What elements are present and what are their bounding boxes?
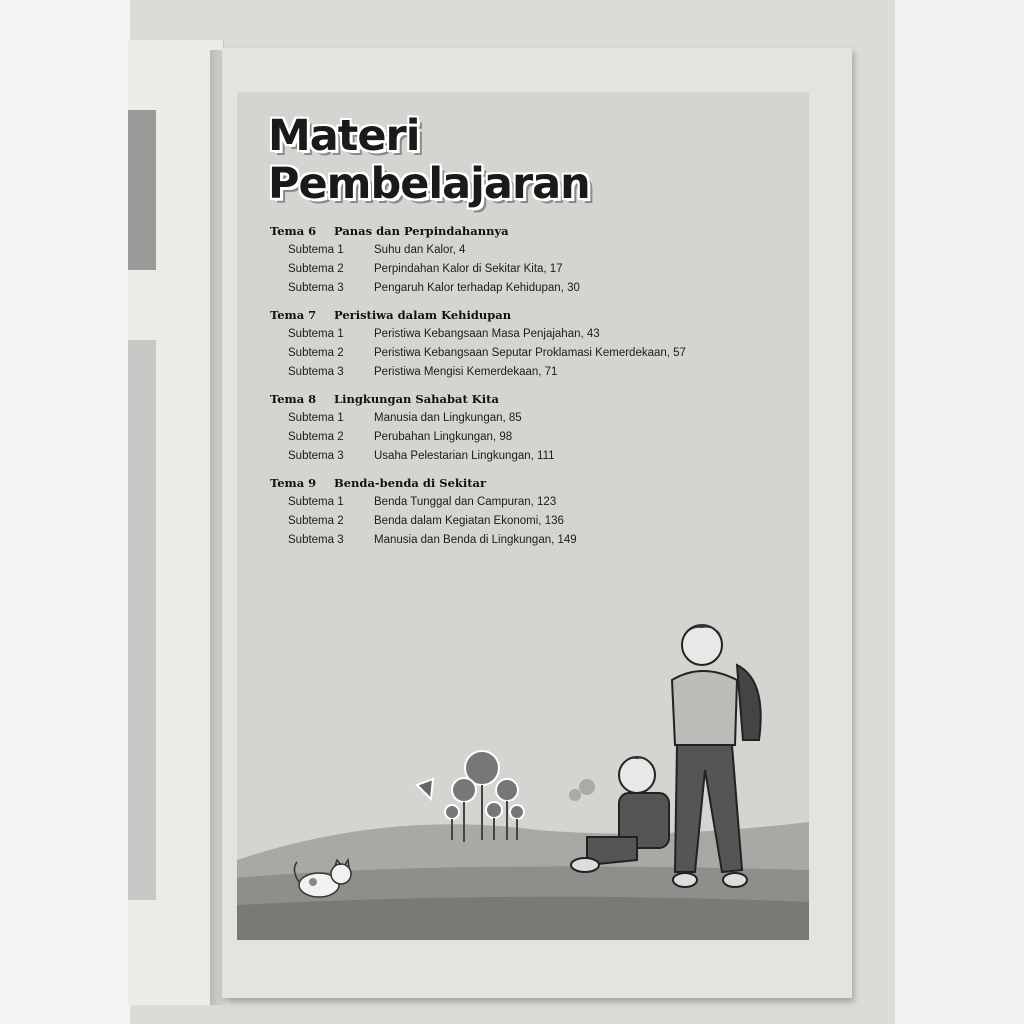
subtema-row xyxy=(270,447,770,466)
tema-block xyxy=(270,306,770,382)
tree-group xyxy=(445,751,524,819)
background-wall-right xyxy=(895,0,1024,1024)
page-title xyxy=(268,112,590,208)
subtema-row xyxy=(270,363,770,382)
illustration-scene xyxy=(237,560,809,940)
subtema-text: Suhu dan Kalor, 4 xyxy=(374,244,466,256)
subtema-label: Subtema 2 xyxy=(288,347,344,359)
tree xyxy=(452,778,476,802)
subtema-row xyxy=(270,260,770,279)
subtema-label: Subtema 1 xyxy=(288,328,344,340)
tema-title: Panas dan Perpindahannya xyxy=(334,224,509,238)
subtema-row xyxy=(270,531,770,550)
subtema-label: Subtema 2 xyxy=(288,431,344,443)
tree xyxy=(486,802,502,818)
ground-shadow xyxy=(237,897,809,940)
subtema-text: Benda Tunggal dan Campuran, 123 xyxy=(374,496,557,508)
subtema-label: Subtema 3 xyxy=(288,450,344,462)
tema-number: Tema 7 xyxy=(270,308,317,322)
subtema-text: Benda dalam Kegiatan Ekonomi, 136 xyxy=(374,515,564,527)
left-page-image-fragment-lower xyxy=(128,340,156,900)
subtema-label: Subtema 1 xyxy=(288,412,344,424)
title-line-2: Pembelajaran xyxy=(268,159,590,209)
left-page-image-fragment xyxy=(128,110,156,270)
tema-number: Tema 8 xyxy=(270,392,317,406)
tema-heading xyxy=(270,390,770,409)
tree xyxy=(496,779,518,801)
leaf-icon xyxy=(417,779,433,799)
subtema-label: Subtema 3 xyxy=(288,366,344,378)
background-wall-left xyxy=(0,0,130,1024)
title-line-1: Materi xyxy=(268,111,420,161)
subtema-text: Perubahan Lingkungan, 98 xyxy=(374,431,513,443)
tema-number: Tema 9 xyxy=(270,476,317,490)
subtema-label: Subtema 3 xyxy=(288,534,344,546)
subtema-label: Subtema 2 xyxy=(288,515,344,527)
subtema-row xyxy=(270,241,770,260)
subtema-row xyxy=(270,409,770,428)
subtema-text: Peristiwa Mengisi Kemerdekaan, 71 xyxy=(374,366,558,378)
table-of-contents xyxy=(270,222,770,550)
subtema-row xyxy=(270,325,770,344)
tema-number: Tema 6 xyxy=(270,224,317,238)
subtema-label: Subtema 1 xyxy=(288,244,344,256)
tema-block xyxy=(270,222,770,298)
tema-block xyxy=(270,390,770,466)
subtema-text: Manusia dan Lingkungan, 85 xyxy=(374,412,522,424)
subtema-row xyxy=(270,493,770,512)
tema-title: Lingkungan Sahabat Kita xyxy=(334,392,499,406)
tema-heading xyxy=(270,306,770,325)
subtema-text: Manusia dan Benda di Lingkungan, 149 xyxy=(374,534,577,546)
subtema-text: Usaha Pelestarian Lingkungan, 111 xyxy=(374,450,555,462)
tema-block xyxy=(270,474,770,550)
tree xyxy=(445,805,459,819)
tema-heading xyxy=(270,474,770,493)
subtema-label: Subtema 1 xyxy=(288,496,344,508)
subtema-label: Subtema 2 xyxy=(288,263,344,275)
subtema-row xyxy=(270,344,770,363)
tema-title: Benda-benda di Sekitar xyxy=(334,476,487,490)
subtema-row xyxy=(270,428,770,447)
subtema-label: Subtema 3 xyxy=(288,282,344,294)
subtema-text: Peristiwa Kebangsaan Seputar Proklamasi Kemerdekaan, 57 xyxy=(374,347,686,359)
tree xyxy=(510,805,524,819)
subtema-row xyxy=(270,279,770,298)
subtema-text: Perpindahan Kalor di Sekitar Kita, 17 xyxy=(374,263,563,275)
subtema-text: Pengaruh Kalor terhadap Kehidupan, 30 xyxy=(374,282,580,294)
tema-title: Peristiwa dalam Kehidupan xyxy=(334,308,512,322)
subtema-text: Peristiwa Kebangsaan Masa Penjajahan, 43 xyxy=(374,328,600,340)
subtema-row xyxy=(270,512,770,531)
tema-heading xyxy=(270,222,770,241)
